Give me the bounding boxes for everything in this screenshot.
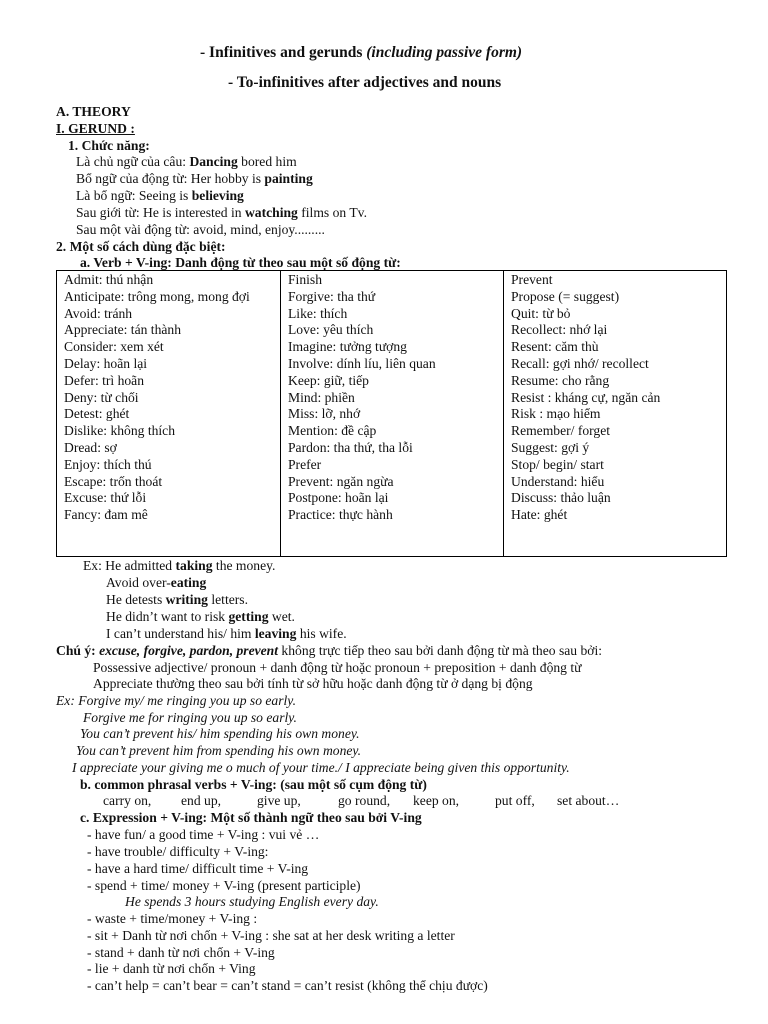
table-cell: Propose (= suggest) — [511, 288, 620, 304]
table-cell: Recollect: nhớ lại — [511, 322, 608, 338]
table-column-1 — [57, 271, 281, 557]
verb-gerund-table — [56, 270, 727, 557]
phrasal-verb: give up, — [257, 793, 301, 808]
function-line: Sau một vài động từ: avoid, mind, enjoy......... — [76, 222, 325, 237]
table-cell: Like: thích — [288, 305, 348, 321]
note-line: Chú ý: excuse, forgive, pardon, prevent không trực tiếp theo sau bởi danh động từ mà theo sau bởi: — [56, 643, 602, 658]
table-cell: Postpone: hoãn lại — [288, 490, 389, 506]
table-cell: Deny: từ chối — [64, 389, 139, 405]
functions-heading: 1. Chức năng: — [68, 138, 150, 153]
italic-example: Ex: Forgive my/ me ringing you up so early. — [56, 693, 296, 708]
table-cell: Resent: căm thù — [511, 339, 599, 355]
table-cell: Involve: dính líu, liên quan — [288, 355, 436, 371]
expression-line: - have fun/ a good time + V-ing : vui vẻ … — [87, 827, 320, 842]
example-line: He didn’t want to risk getting wet. — [106, 609, 295, 624]
example-line: He detests writing letters. — [106, 592, 248, 607]
table-cell: Admit: thú nhận — [64, 272, 154, 287]
table-cell: Resume: cho rằng — [511, 372, 610, 388]
table-cell: Defer: trì hoãn — [64, 372, 145, 388]
example-line: I can’t understand his/ him leaving his wife. — [106, 626, 347, 641]
table-cell: Dread: sợ — [64, 439, 117, 455]
note-line: Possessive adjective/ pronoun + danh động từ hoặc pronoun + preposition + danh động từ — [93, 660, 582, 675]
table-cell: Finish — [288, 272, 322, 287]
expression-line: - sit + Danh từ nơi chốn + V-ing : she sat at her desk writing a letter — [87, 928, 455, 943]
expression-line: - spend + time/ money + V-ing (present participle) — [87, 878, 361, 893]
phrasal-verb: go round, — [338, 793, 391, 808]
table-cell: Love: yêu thích — [288, 322, 374, 338]
section-gerund: I. GERUND : — [56, 121, 135, 136]
table-cell: Forgive: tha thứ — [288, 288, 376, 304]
example-line: Ex: He admitted taking the money. — [83, 558, 276, 573]
note-label: Chú ý: — [56, 643, 100, 658]
table-cell: Keep: giữ, tiếp — [288, 372, 369, 388]
function-line: Là bổ ngữ: Seeing is believing — [76, 188, 244, 203]
document-title — [200, 44, 522, 61]
table-cell: Anticipate: trông mong, mong đợi — [64, 288, 250, 304]
table-cell: Consider: xem xét — [64, 339, 164, 355]
table-cell: Escape: trốn thoát — [64, 473, 163, 489]
section-theory: A. THEORY — [56, 104, 131, 119]
expression-line: - waste + time/money + V-ing : — [87, 911, 258, 926]
phrasal-verb: end up, — [181, 793, 222, 808]
table-cell: Quit: từ bỏ — [511, 305, 571, 321]
example-line: Avoid over-eating — [106, 575, 207, 590]
title-main: - Infinitives and gerunds — [200, 44, 367, 61]
table-cell: Prevent — [511, 272, 553, 287]
phrasal-verb: set about… — [557, 793, 620, 808]
phrasal-verb: carry on, — [103, 793, 152, 808]
title-italic: (including passive form) — [366, 44, 523, 61]
subsection-a-heading: a. Verb + V-ing: Danh động từ theo sau một số động từ: — [80, 255, 401, 270]
expression-example: He spends 3 hours studying English every day. — [125, 894, 379, 909]
table-cell: Prevent: ngăn ngừa — [288, 473, 394, 489]
table-cell: Hate: ghét — [511, 507, 568, 523]
expression-line: - stand + danh từ nơi chốn + V-ing — [87, 945, 275, 960]
table-cell: Practice: thực hành — [288, 507, 393, 523]
phrasal-verb: put off, — [495, 793, 535, 808]
table-cell: Discuss: thảo luận — [511, 490, 611, 506]
table-cell: Risk : mạo hiểm — [511, 406, 601, 422]
table-cell: Suggest: gợi ý — [511, 439, 590, 455]
table-cell: Avoid: tránh — [64, 305, 133, 321]
table-cell: Stop/ begin/ start — [511, 456, 604, 472]
table-cell: Mind: phiền — [288, 389, 355, 405]
table-column-3 — [504, 271, 727, 557]
phrasal-verb: keep on, — [413, 793, 460, 808]
table-cell: Excuse: thứ lỗi — [64, 490, 147, 506]
table-cell: Resist : kháng cự, ngăn cản — [511, 389, 661, 405]
italic-example: You can’t prevent his/ him spending his own money. — [80, 726, 360, 741]
table-cell: Mention: đề cập — [288, 423, 377, 439]
table-cell: Dislike: không thích — [64, 423, 176, 439]
italic-example: You can’t prevent him from spending his own money. — [76, 743, 362, 758]
expression-line: - have a hard time/ difficult time + V-ing — [87, 861, 309, 876]
italic-example: Forgive me for ringing you up so early. — [83, 710, 297, 725]
note-line: Appreciate thường theo sau bởi tính từ sở hữu hoặc danh động từ ở dạng bị động — [93, 676, 533, 691]
table-cell: Imagine: tưởng tượng — [288, 339, 407, 355]
table-cell: Delay: hoãn lại — [64, 355, 148, 371]
special-usage-heading: 2. Một số cách dùng đặc biệt: — [56, 239, 226, 254]
table-cell: Prefer — [288, 456, 322, 472]
subsection-b-heading: b. common phrasal verbs + V-ing: (sau một số cụm động từ) — [80, 777, 427, 792]
function-line: Là chủ ngữ của câu: Dancing bored him — [76, 154, 297, 169]
table-cell: Appreciate: tán thành — [64, 322, 182, 338]
italic-example: I appreciate your giving me o much of your time./ I appreciate being given this opportunity. — [72, 760, 570, 775]
expression-line: - can’t help = can’t bear = can’t stand = can’t resist (không thể chịu được) — [87, 978, 488, 993]
table-cell: Pardon: tha thứ, tha lỗi — [288, 439, 413, 455]
table-cell: Understand: hiểu — [511, 473, 605, 489]
expression-line: - have trouble/ difficulty + V-ing: — [87, 844, 269, 859]
function-line: Bổ ngữ của động từ: Her hobby is painting — [76, 171, 313, 186]
expression-line: - lie + danh từ nơi chốn + Ving — [87, 961, 256, 976]
subsection-c-heading: c. Expression + V-ing: Một số thành ngữ theo sau bởi V-ing — [80, 810, 422, 825]
table-cell: Fancy: đam mê — [64, 507, 148, 523]
table-cell: Remember/ forget — [511, 423, 611, 439]
table-cell: Detest: ghét — [64, 406, 130, 422]
document-subtitle: - To-infinitives after adjectives and nouns — [228, 74, 502, 91]
function-line: Sau giới từ: He is interested in watching films on Tv. — [76, 205, 367, 220]
table-cell: Miss: lỡ, nhớ — [288, 406, 361, 422]
table-column-2 — [281, 271, 504, 557]
table-cell: Recall: gợi nhớ/ recollect — [511, 355, 649, 371]
note-verbs: excuse, forgive, pardon, prevent — [99, 643, 279, 658]
table-cell: Enjoy: thích thú — [64, 456, 152, 472]
